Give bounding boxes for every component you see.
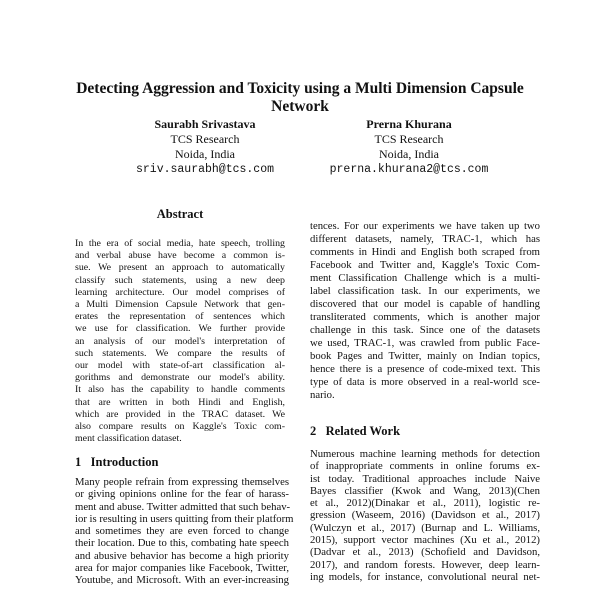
text-line: nario. xyxy=(310,389,335,401)
author-name: Prerna Khurana xyxy=(366,117,452,131)
abstract-heading: Abstract xyxy=(156,207,204,221)
text-line: our model with state-of-art classification al- xyxy=(75,360,285,372)
text-line: Youtube, and Microsoft. With an ever-increasing xyxy=(75,574,289,587)
text-line: gression (Waseem, 2016) (Davidson et al., 2017) xyxy=(310,509,540,522)
text-line: Numerous machine learning methods for detection xyxy=(310,448,540,460)
author-affiliation: TCS Research xyxy=(374,132,444,146)
text-line: such statements. We compare the results of xyxy=(75,347,285,359)
text-line: comments in Hindi and English both scraped from xyxy=(310,246,540,258)
related-work-body xyxy=(310,448,540,583)
text-line: that are written in both Hindi and English, xyxy=(75,396,285,408)
text-line: which are provided in the TRAC dataset. We xyxy=(75,408,285,420)
text-line: gorithms and demonstrate our model's ability. xyxy=(75,372,285,384)
text-line: classify such statements, using a new deep xyxy=(75,274,285,286)
text-line: ist today. Traditional approaches include Naive xyxy=(310,472,540,485)
author-affiliation: TCS Research xyxy=(170,132,240,146)
text-line: book Pages and Twitter, mainly on Indian topics, xyxy=(310,350,540,362)
abstract-body xyxy=(75,238,285,445)
text-line: Bayes classifier (Kwok and Wang, 2013)(Chen xyxy=(310,484,540,497)
text-line: ment and abuse. Twitter admitted that such behav- xyxy=(75,500,291,513)
text-line: et al., 2012)(Dinakar et al., 2011), logistic re- xyxy=(310,497,540,510)
text-line: In the era of social media, hate speech, trolling xyxy=(75,238,285,249)
text-line: we used, TRAC-1, was crawled from public Face- xyxy=(310,337,540,349)
text-line: or giving opinions online for the fear of harass- xyxy=(75,488,289,501)
title-line: Network xyxy=(271,98,329,115)
text-line: Many people refrain from expressing themselves xyxy=(75,476,289,488)
related-work-heading: 2 Related Work xyxy=(310,424,401,438)
text-line: we use for classification. We further provide xyxy=(75,323,285,335)
intro-continued-body xyxy=(310,220,540,402)
intro-heading: 1 Introduction xyxy=(75,455,159,469)
author-email: prerna.khurana2@tcs.com xyxy=(329,163,489,176)
text-line: erates the representation of sentences which xyxy=(75,311,285,323)
text-line: and sometimes they are even forced to change xyxy=(75,525,289,538)
text-line: sue. We present an approach to automatically xyxy=(75,262,285,274)
text-line: (Wulczyn et al., 2017) (Burnap and L. Williams, xyxy=(310,521,540,534)
author-location: Noida, India xyxy=(379,147,439,161)
author-location: Noida, India xyxy=(175,147,235,161)
text-line: ing models, for instance, convolutional neural net- xyxy=(310,570,540,583)
text-line: an analysis of our model's interpretation of xyxy=(75,335,285,347)
text-line: 2017), and random forests. However, deep learn- xyxy=(310,558,540,571)
text-line: discovered that our model is capable of handling xyxy=(310,298,540,310)
text-line: ior is resulting in users quitting from their platform xyxy=(75,512,294,525)
text-line: and verbal abuse have become a common is- xyxy=(75,250,285,262)
title-line: Detecting Aggression and Toxicity using a Multi Dimension Capsule xyxy=(76,80,524,97)
paper-title xyxy=(60,80,540,116)
text-line: ment Classification Challenge which is a multi- xyxy=(310,272,540,284)
text-line: different datasets, namely, TRAC-1, which has xyxy=(310,233,540,245)
text-line: challenge in this task. Since one of the datasets xyxy=(310,324,540,336)
text-line: tences. For our experiments we have taken up two xyxy=(310,220,540,232)
text-line: (Dadvar et al., 2013) (Schofield and Davidson, xyxy=(310,546,540,559)
text-line: their location. Due to this, combating hate speech xyxy=(75,537,289,550)
text-line: also compare results on Kaggle's Toxic com- xyxy=(75,421,285,433)
text-line: ment classification dataset. xyxy=(75,433,182,445)
text-line: Facebook and Twitter and, Kaggle's Toxic Com- xyxy=(310,259,540,271)
author-2 xyxy=(309,117,509,177)
text-line: transliterated comments, which is another major xyxy=(310,311,540,323)
text-line: type of data is more observed in a real-world sce- xyxy=(310,376,540,388)
text-line: label classification task. In our experiments, we xyxy=(310,285,540,297)
text-line: area for major companies like Facebook, Twitter, xyxy=(75,562,289,575)
text-line: and abusive behavior has become a high priority xyxy=(75,549,289,562)
text-line: of inappropriate comments in online forums ex- xyxy=(310,460,540,473)
intro-body xyxy=(75,476,294,587)
author-email: sriv.saurabh@tcs.com xyxy=(135,163,275,176)
text-line: 2015), support vector machines (Xu et al., 2012) xyxy=(310,534,540,547)
text-line: It also has the capability to handle comments xyxy=(75,384,285,396)
text-line: hence there is a presence of code-mixed text. This xyxy=(310,363,540,375)
author-1 xyxy=(105,117,305,177)
author-name: Saurabh Srivastava xyxy=(154,117,256,131)
text-line: learning architecture. Our model comprises of xyxy=(75,286,285,298)
text-line: a Multi Dimension Capsule Network that gen- xyxy=(75,299,285,311)
